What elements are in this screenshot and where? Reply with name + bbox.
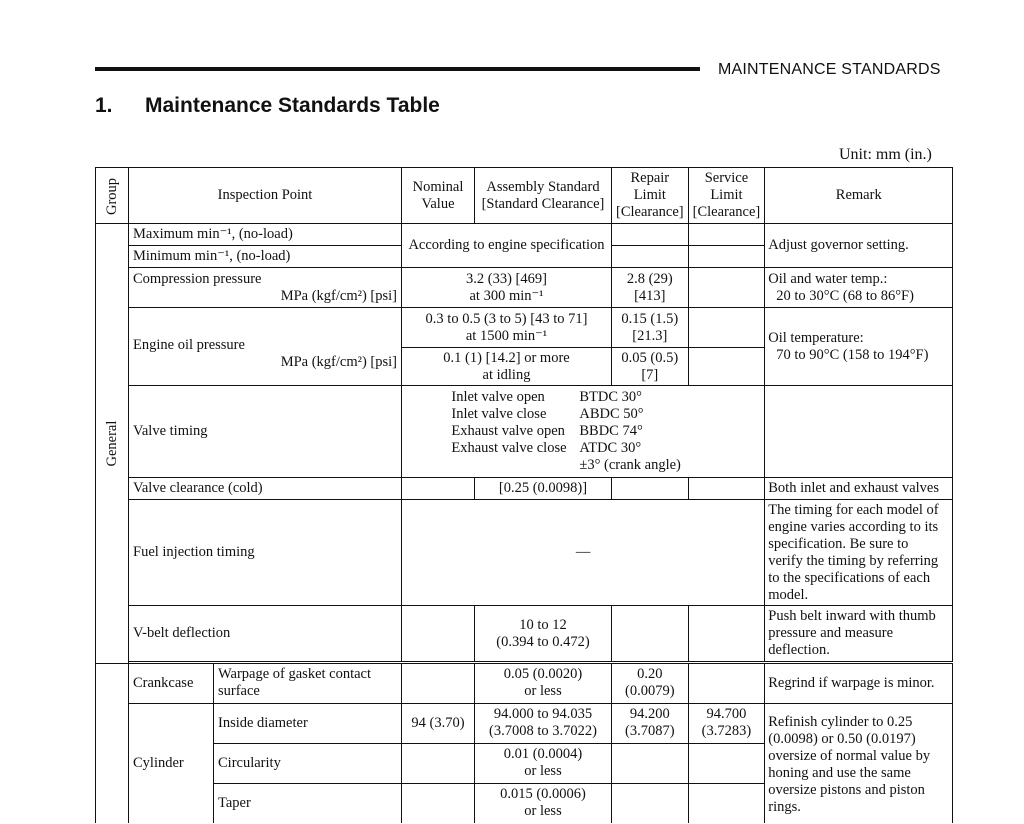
table-row: [96, 268, 953, 308]
cell: [688, 224, 765, 246]
oil-pressure-assembly-value: 0.3 to 0.5 (3 to 5) [43 to 71]: [425, 310, 588, 327]
compression-point: [129, 268, 402, 308]
compression-assembly-condition: at 300 min⁻¹: [469, 287, 544, 304]
table-row: [96, 224, 953, 246]
remark-line: pressure and measure: [768, 625, 894, 641]
cylinder-taper-item: Taper: [214, 783, 402, 823]
cell: [688, 268, 765, 308]
group-engine-body: [96, 663, 129, 823]
col-service: Service Limit [Clearance]: [688, 168, 765, 224]
vbelt-assembly-value: 10 to 12: [519, 616, 567, 633]
table-header-row: [96, 168, 953, 224]
table-row: [96, 606, 953, 662]
cell: [612, 783, 689, 823]
valve-timing-value: ABDC 50°: [579, 406, 644, 422]
oil-pressure-assembly-condition: at idling: [482, 366, 531, 383]
list-item: [451, 389, 681, 406]
cell: [688, 348, 765, 386]
remark-line: (0.0098) or 0.50 (0.0197): [768, 730, 916, 747]
valve-timing-tolerance: [451, 457, 681, 474]
cylinder-inside-diameter-item: Inside diameter: [214, 703, 402, 743]
remark-line: to the specifications of each: [768, 569, 931, 586]
cell: [688, 783, 765, 823]
remark-line: Refinish cylinder to 0.25: [768, 713, 913, 730]
crankcase-item-line: Warpage of gasket contact: [218, 666, 372, 682]
cylinder-assembly-inch: (3.7008 to 3.7022): [489, 723, 597, 739]
cell: [612, 478, 689, 500]
oil-pressure-repair-a: [612, 308, 689, 348]
cylinder-service-value: 94.700: [706, 706, 747, 722]
remark-line: honing and use the same: [768, 764, 911, 781]
unit-note: Unit: mm (in.): [839, 146, 932, 163]
valve-clearance-assembly: [0.25 (0.0098)]: [475, 478, 612, 500]
vbelt-assembly-inch: (0.394 to 0.472): [496, 633, 590, 650]
oil-pressure-assembly-b: [402, 348, 612, 386]
col-nominal: Nominal Value: [402, 168, 475, 224]
valve-timing-point: Valve timing: [129, 386, 402, 478]
cylinder-circularity-item: Circularity: [214, 743, 402, 783]
oil-pressure-point: [129, 308, 402, 386]
oil-pressure-assembly-condition: at 1500 min⁻¹: [465, 327, 548, 344]
list-item: [451, 440, 681, 457]
maintenance-standards-table: [95, 167, 953, 823]
section-number: 1.: [95, 94, 113, 117]
crankcase-assembly-value: 0.05 (0.0020): [503, 666, 583, 682]
compression-remark-line: Oil and water temp.:: [768, 270, 888, 287]
col-repair: Repair Limit [Clearance]: [612, 168, 689, 224]
oil-pressure-repair-value: 0.05 (0.5): [621, 349, 679, 366]
remark-line: oversize pistons and piston: [768, 781, 925, 798]
speed-remark: Adjust governor setting.: [765, 224, 953, 268]
table-row: [96, 308, 953, 348]
valve-timing-tolerance-text: ±3° (crank angle): [579, 457, 681, 473]
cell: [688, 246, 765, 268]
compression-unit: MPa (kgf/cm²) [psi]: [280, 287, 397, 304]
oil-pressure-assembly-value: 0.1 (1) [14.2] or more: [443, 349, 570, 366]
crankcase-repair-inch: (0.0079): [625, 683, 675, 699]
taper-assembly-value: 0.015 (0.0006): [500, 786, 586, 803]
remark-line: Push belt inward with thumb: [768, 608, 936, 624]
remark-line: The timing for each model of: [768, 501, 939, 518]
valve-clearance-point: Valve clearance (cold): [129, 478, 402, 500]
oil-pressure-remark: [765, 308, 953, 386]
compression-repair-value: 2.8 (29): [626, 270, 673, 287]
min-speed-point: Minimum min⁻¹, (no-load): [129, 246, 402, 268]
cylinder-inside-diameter-assembly: [475, 703, 612, 743]
valve-timing-value: BBDC 74°: [579, 423, 643, 439]
cylinder-assembly-value: 94.000 to 94.035: [493, 706, 593, 722]
col-group: Group: [96, 168, 129, 224]
oil-pressure-assembly-a: [402, 308, 612, 348]
crankcase-assembly: [475, 663, 612, 703]
oil-pressure-repair-value: 0.15 (1.5): [621, 310, 679, 327]
group-general: General: [96, 224, 129, 664]
crankcase-item-line: surface: [218, 683, 260, 699]
circularity-assembly-value: 0.01 (0.0004): [503, 746, 583, 762]
running-title: MAINTENANCE STANDARDS: [718, 61, 941, 78]
cylinder-part: Cylinder: [129, 703, 214, 823]
cell: [688, 743, 765, 783]
cylinder-repair: [612, 703, 689, 743]
cell: [688, 606, 765, 662]
cell: [688, 663, 765, 703]
crankcase-assembly-qualifier: or less: [524, 683, 562, 699]
compression-repair-psi: [413]: [634, 287, 666, 304]
table-row: [96, 663, 953, 703]
valve-timing-label: Inlet valve open: [451, 389, 545, 405]
valve-timing-values: [402, 386, 765, 478]
header-rule: [95, 67, 700, 71]
remark-line: rings.: [768, 798, 801, 815]
compression-assembly: [402, 268, 612, 308]
cell: [402, 663, 475, 703]
compression-remark: [765, 268, 953, 308]
vbelt-point: V-belt deflection: [129, 606, 402, 662]
oil-pressure-repair-psi: [21.3]: [632, 327, 668, 344]
cylinder-service-inch: (3.7283): [701, 723, 752, 739]
valve-timing-label: Exhaust valve close: [451, 440, 567, 456]
cell: [402, 606, 475, 662]
table-row: [96, 386, 953, 478]
table-row: [96, 500, 953, 606]
cell: [688, 308, 765, 348]
compression-repair: [612, 268, 689, 308]
cell: [612, 246, 689, 268]
col-inspection-point: Inspection Point: [129, 168, 402, 224]
oil-pressure-repair-b: [612, 348, 689, 386]
cell: [612, 606, 689, 662]
valve-timing-label: Exhaust valve open: [451, 423, 565, 439]
cylinder-nominal: 94 (3.70): [402, 703, 475, 743]
cylinder-repair-value: 94.200: [629, 706, 670, 722]
cell: [612, 743, 689, 783]
remark-line: specification. Be sure to: [768, 535, 909, 552]
cylinder-repair-inch: (3.7087): [625, 723, 675, 739]
col-remark: Remark: [765, 168, 953, 224]
cell: [765, 386, 953, 478]
remark-line: engine varies according to its: [768, 518, 939, 535]
list-item: [451, 406, 681, 423]
cell: [688, 478, 765, 500]
compression-remark-line: 20 to 30°C (68 to 86°F): [776, 287, 914, 304]
table-row: [96, 478, 953, 500]
cylinder-service: [688, 703, 765, 743]
injection-timing-remark: [765, 500, 953, 606]
remark-line: verify the timing by referring: [768, 552, 939, 569]
oil-pressure-repair-psi: [7]: [641, 366, 659, 383]
cylinder-taper-assembly: [475, 783, 612, 823]
compression-assembly-value: 3.2 (33) [469]: [466, 270, 547, 287]
list-item: [451, 423, 681, 440]
valve-timing-value: BTDC 30°: [579, 389, 642, 405]
crankcase-item: [214, 663, 402, 703]
remark-line: deflection.: [768, 642, 830, 658]
circularity-assembly-qualifier: or less: [524, 763, 562, 779]
cylinder-remark: [765, 703, 953, 823]
remark-line: oversize of normal value by: [768, 747, 931, 764]
cylinder-circularity-assembly: [475, 743, 612, 783]
taper-assembly-qualifier: or less: [524, 803, 562, 820]
crankcase-repair: [612, 663, 689, 703]
table-row: [96, 703, 953, 743]
remark-line: model.: [768, 586, 809, 603]
crankcase-repair-value: 0.20: [637, 666, 663, 682]
section-title: Maintenance Standards Table: [145, 94, 440, 117]
compression-label: Compression pressure: [133, 270, 262, 287]
oil-pressure-unit: MPa (kgf/cm²) [psi]: [280, 353, 397, 370]
valve-clearance-remark: Both inlet and exhaust valves: [765, 478, 953, 500]
cell: [402, 478, 475, 500]
vbelt-assembly: [475, 606, 612, 662]
max-speed-point: Maximum min⁻¹, (no-load): [129, 224, 402, 246]
crankcase-part: Crankcase: [129, 663, 214, 703]
oil-pressure-remark-line: 70 to 90°C (158 to 194°F): [776, 346, 929, 363]
oil-pressure-remark-line: Oil temperature:: [768, 329, 864, 346]
injection-timing-value: —: [402, 500, 765, 606]
col-assembly: Assembly Standard [Standard Clearance]: [475, 168, 612, 224]
valve-timing-label: Inlet valve close: [451, 406, 547, 422]
valve-timing-list: [451, 389, 681, 474]
speed-assembly: According to engine specification: [402, 224, 612, 268]
cell: [402, 743, 475, 783]
cell: [402, 783, 475, 823]
cell: [612, 224, 689, 246]
oil-pressure-label: Engine oil pressure: [133, 336, 245, 353]
vbelt-remark: [765, 606, 953, 662]
injection-timing-point: Fuel injection timing: [129, 500, 402, 606]
section-heading: [95, 94, 440, 118]
crankcase-remark: Regrind if warpage is minor.: [765, 663, 953, 703]
valve-timing-value: ATDC 30°: [579, 440, 642, 456]
